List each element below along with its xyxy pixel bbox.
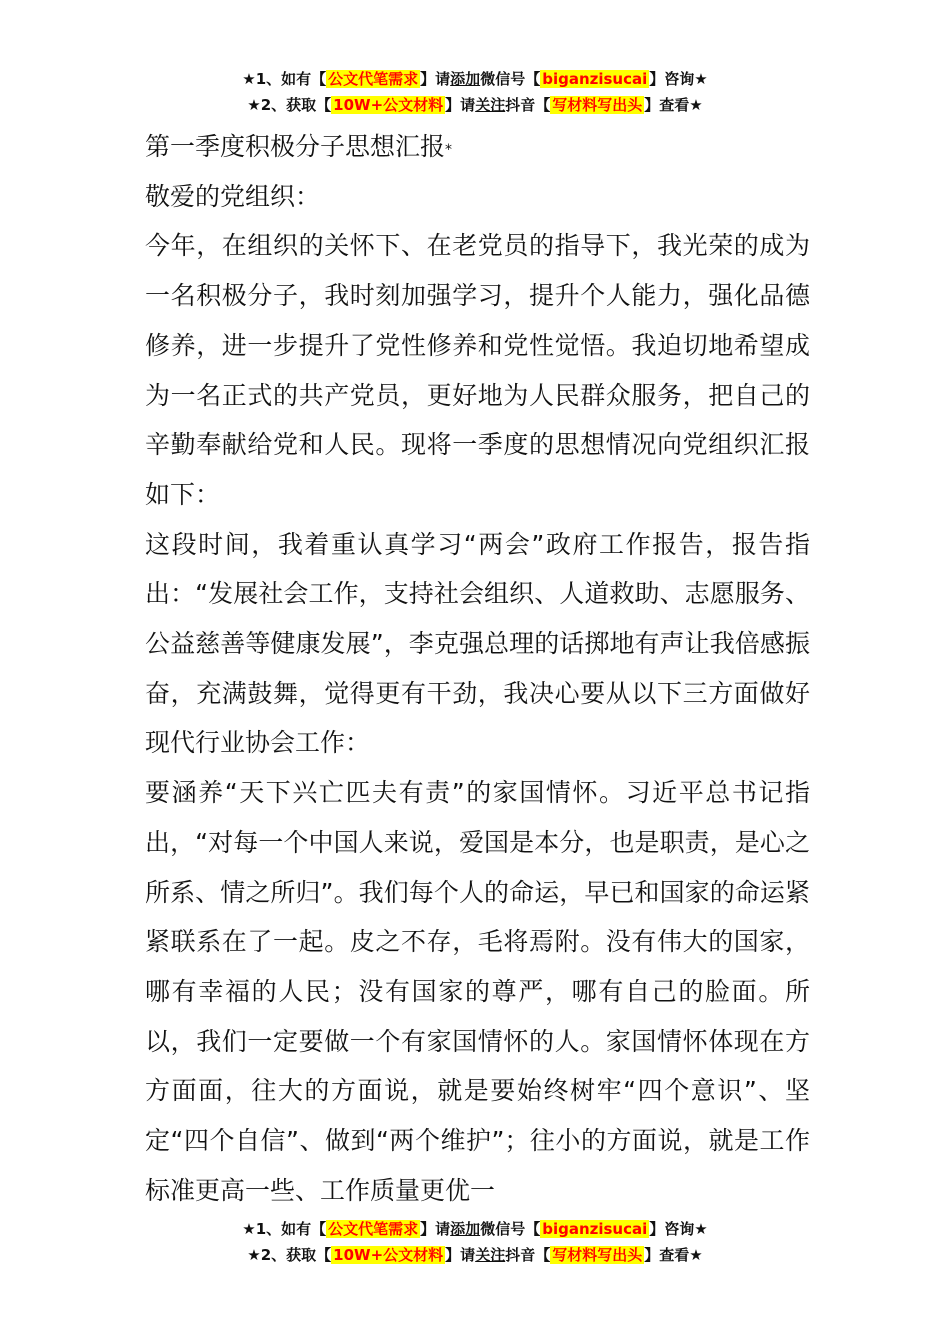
document-title: 第一季度积极分子思想汇报 <box>145 132 446 161</box>
star-icon: ★ <box>694 1220 708 1238</box>
promo-underlined: 添加 <box>450 1220 481 1238</box>
star-icon: ★ <box>694 70 708 88</box>
document-body <box>145 122 810 1215</box>
promo-highlight: 公文代笔需求 <box>328 70 419 88</box>
promo-underlined: 关注 <box>475 96 506 114</box>
promo-text: 抖音【 <box>505 1246 551 1264</box>
title-asterisk: * <box>445 142 453 158</box>
star-icon: ★ <box>689 96 703 114</box>
promo-highlight: 10W+公文材料 <box>333 1246 444 1264</box>
promo-text: 】请 <box>420 1220 451 1238</box>
promo-text: 】请 <box>420 70 451 88</box>
promo-wechat-id: biganzisucai <box>542 70 648 88</box>
paragraph: 这段时间，我着重认真学习“两会”政府工作报告，报告指出：“发展社会工作，支持社会组织、人道救助、志愿服务、公益慈善等健康发展”，李克强总理的话掷地有声让我倍感振奋，充满鼓舞，觉得更有干劲，我决心要从以下三方面做好现代行业协会工作： <box>145 529 810 758</box>
star-icon: ★ <box>242 70 256 88</box>
document-title-line <box>145 122 810 172</box>
promo-text: 】咨询 <box>649 1220 695 1238</box>
promo-text: 1、如有【 <box>255 70 327 88</box>
promo-text: 2、获取【 <box>260 1246 332 1264</box>
promo-line-2 <box>0 92 950 118</box>
promo-text: 微信号【 <box>480 1220 541 1238</box>
promo-text: 】咨询 <box>649 70 695 88</box>
promo-line-1 <box>0 66 950 92</box>
star-icon: ★ <box>242 1220 256 1238</box>
star-icon: ★ <box>247 1246 261 1264</box>
promo-douyin-id: 写材料写出头 <box>552 96 643 114</box>
promo-text: 2、获取【 <box>260 96 332 114</box>
promo-douyin-id: 写材料写出头 <box>552 1246 643 1264</box>
promo-text: 微信号【 <box>480 70 541 88</box>
promo-highlight: 公文代笔需求 <box>328 1220 419 1238</box>
promo-line-1 <box>0 1216 950 1242</box>
promo-text: 】查看 <box>644 1246 690 1264</box>
promo-line-2 <box>0 1242 950 1268</box>
promo-text: 抖音【 <box>505 96 551 114</box>
promo-text: 】请 <box>445 96 476 114</box>
promo-text: 】查看 <box>644 96 690 114</box>
paragraph: 要涵养“天下兴亡匹夫有责”的家国情怀。习近平总书记指出，“对每一个中国人来说，爱国是本分，也是职责，是心之所系、情之所归”。我们每个人的命运，早已和国家的命运紧紧联系在了一起。皮之不存，毛将焉附。没有伟大的国家，哪有幸福的人民；没有国家的尊严，哪有自己的脸面。所以，我们一定要做一个有家国情怀的人。家国情怀体现在方方面面，往大的方面说，就是要始终树牢“四个意识”、坚定“四个自信”、做到“两个维护”；往小的方面说，就是工作标准更高一些、工作质量更优一 <box>145 778 810 1205</box>
promo-underlined: 添加 <box>450 70 481 88</box>
promo-text: 】请 <box>445 1246 476 1264</box>
promo-wechat-id: biganzisucai <box>542 1220 648 1238</box>
star-icon: ★ <box>247 96 261 114</box>
salutation: 敬爱的党组织： <box>145 181 321 211</box>
promo-highlight: 10W+公文材料 <box>333 96 444 114</box>
top-promo-banner <box>0 66 950 118</box>
promo-text: 1、如有【 <box>255 1220 327 1238</box>
paragraph: 今年，在组织的关怀下、在老党员的指导下，我光荣的成为一名积极分子，我时刻加强学习，提升个人能力，强化品德修养，进一步提升了党性修养和党性觉悟。我迫切地希望成为一名正式的共产党员，更好地为人民群众服务，把自己的辛勤奉献给党和人民。现将一季度的思想情况向党组织汇报如下： <box>145 231 810 509</box>
promo-underlined: 关注 <box>475 1246 506 1264</box>
bottom-promo-banner <box>0 1216 950 1268</box>
star-icon: ★ <box>689 1246 703 1264</box>
